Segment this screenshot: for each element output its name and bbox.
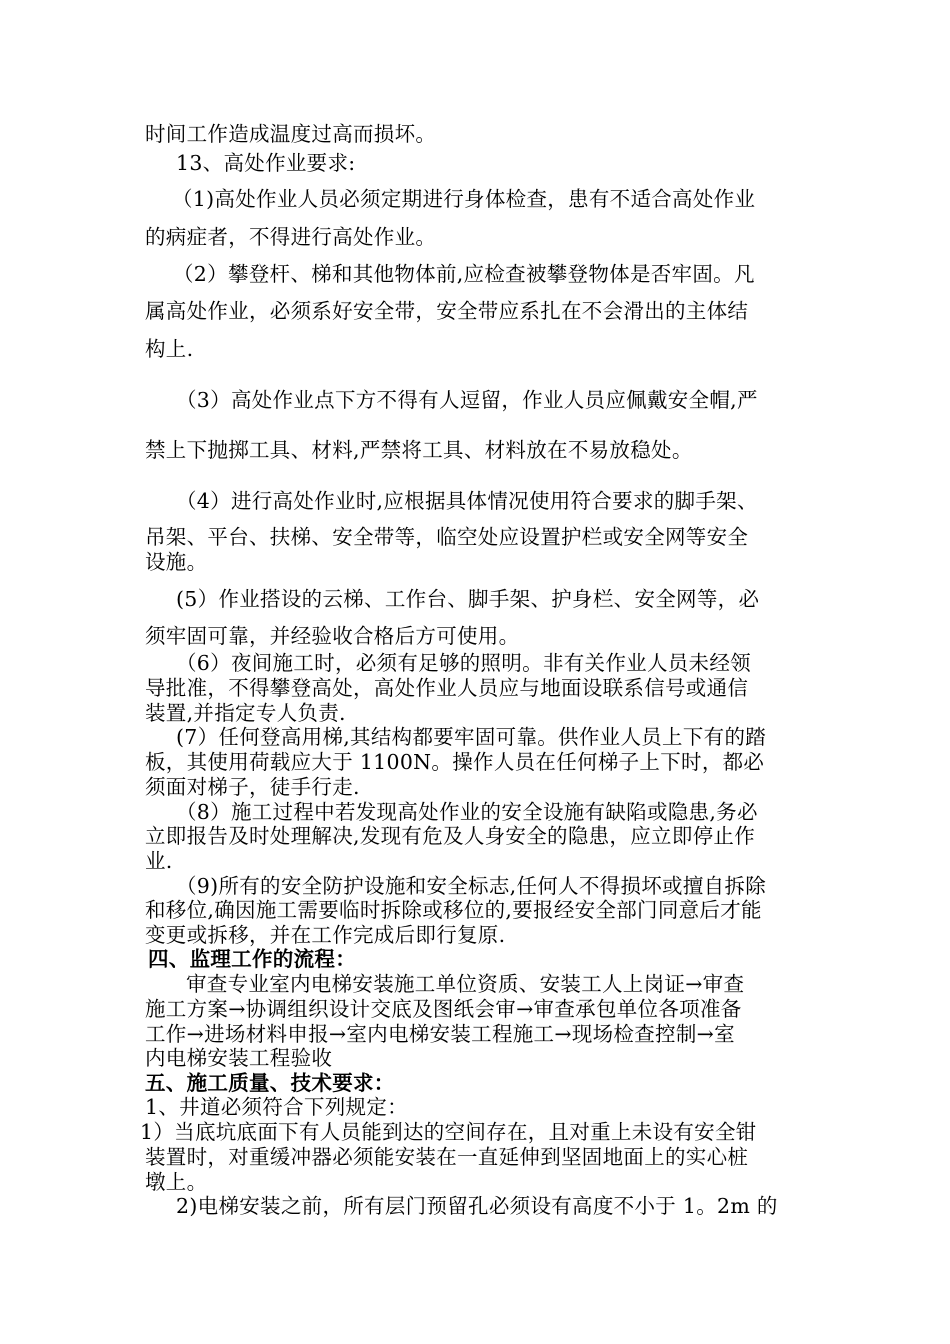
text-line: （2）攀登杆、梯和其他物体前,应检查被攀登物体是否牢固。凡	[173, 262, 755, 286]
text-line: 吊架、平台、扶梯、安全带等，临空处应设置护栏或安全网等安全	[145, 525, 749, 549]
text-line: 板，其使用荷载应大于 1100N。操作人员在任何梯子上下时，都必	[145, 750, 765, 774]
text-line: 的病症者，不得进行高处作业。	[145, 225, 437, 249]
text-line: 构上.	[145, 337, 194, 361]
text-line: （3）高处作业点下方不得有人逗留，作业人员应佩戴安全帽,严	[176, 388, 758, 412]
text-line: 1）当底坑底面下有人员能到达的空间存在，且对重上未设有安全钳	[140, 1120, 757, 1144]
text-line: 施工方案→协调组织设计交底及图纸会审→审查承包单位各项准备	[145, 997, 742, 1021]
text-line: 变更或拆移，并在工作完成后即行复原.	[145, 923, 506, 947]
text-line: 墩上。	[145, 1170, 208, 1194]
section-heading: 四、监理工作的流程：	[148, 947, 356, 971]
text-line: 2)电梯安装之前，所有层门预留孔必须设有高度不小于 1。2m 的	[176, 1194, 778, 1218]
section-heading: 13、高处作业要求:	[176, 151, 356, 175]
text-line: 和移位,确因施工需要临时拆除或移位的,要报经安全部门同意后才能	[145, 898, 762, 922]
text-line: 须面对梯子，徒手行走.	[145, 775, 360, 799]
text-line: 装置时，对重缓冲器必须能安装在一直延伸到坚固地面上的实心桩	[145, 1145, 749, 1169]
text-line: 装置,并指定专人负责.	[145, 701, 346, 725]
text-line: 导批准，不得攀登高处，高处作业人员应与地面设联系信号或通信	[145, 676, 749, 700]
text-line: 立即报告及时处理解决,发现有危及人身安全的隐患，应立即停止作	[145, 824, 756, 848]
text-line: （8）施工过程中若发现高处作业的安全设施有缺陷或隐患,务必	[176, 800, 758, 824]
text-line: 禁上下抛掷工具、材料,严禁将工具、材料放在不易放稳处。	[145, 438, 693, 462]
text-line: (7）任何登高用梯,其结构都要牢固可靠。供作业人员上下有的踏	[176, 725, 767, 749]
text-line: (5）作业搭设的云梯、工作台、脚手架、护身栏、安全网等，必	[176, 587, 760, 611]
text-line: 须牢固可靠，并经验收合格后方可使用。	[145, 624, 520, 648]
text-line: 时间工作造成温度过高而损坏。	[145, 122, 437, 146]
text-line: （1)高处作业人员必须定期进行身体检查，患有不适合高处作业	[172, 187, 756, 211]
text-line: 审查专业室内电梯安装施工单位资质、安装工人上岗证→审查	[186, 972, 745, 996]
text-line: 属高处作业，必须系好安全带，安全带应系扎在不会滑出的主体结	[145, 299, 749, 323]
text-line: 设施。	[145, 550, 208, 574]
text-line: （9)所有的安全防护设施和安全标志,任何人不得损坏或擅自拆除	[176, 874, 767, 898]
text-line: 内电梯安装工程验收	[145, 1046, 333, 1070]
text-line: 工作→进场材料申报→室内电梯安装工程施工→现场检查控制→室	[145, 1022, 735, 1046]
section-heading: 五、施工质量、技术要求：	[145, 1071, 395, 1095]
text-line: （4）进行高处作业时,应根据具体情况使用符合要求的脚手架、	[176, 489, 758, 513]
text-line: 1、井道必须符合下列规定：	[145, 1095, 408, 1119]
text-line: （6）夜间施工时，必须有足够的照明。非有关作业人员未经领	[176, 651, 751, 675]
text-line: 业.	[145, 849, 173, 873]
